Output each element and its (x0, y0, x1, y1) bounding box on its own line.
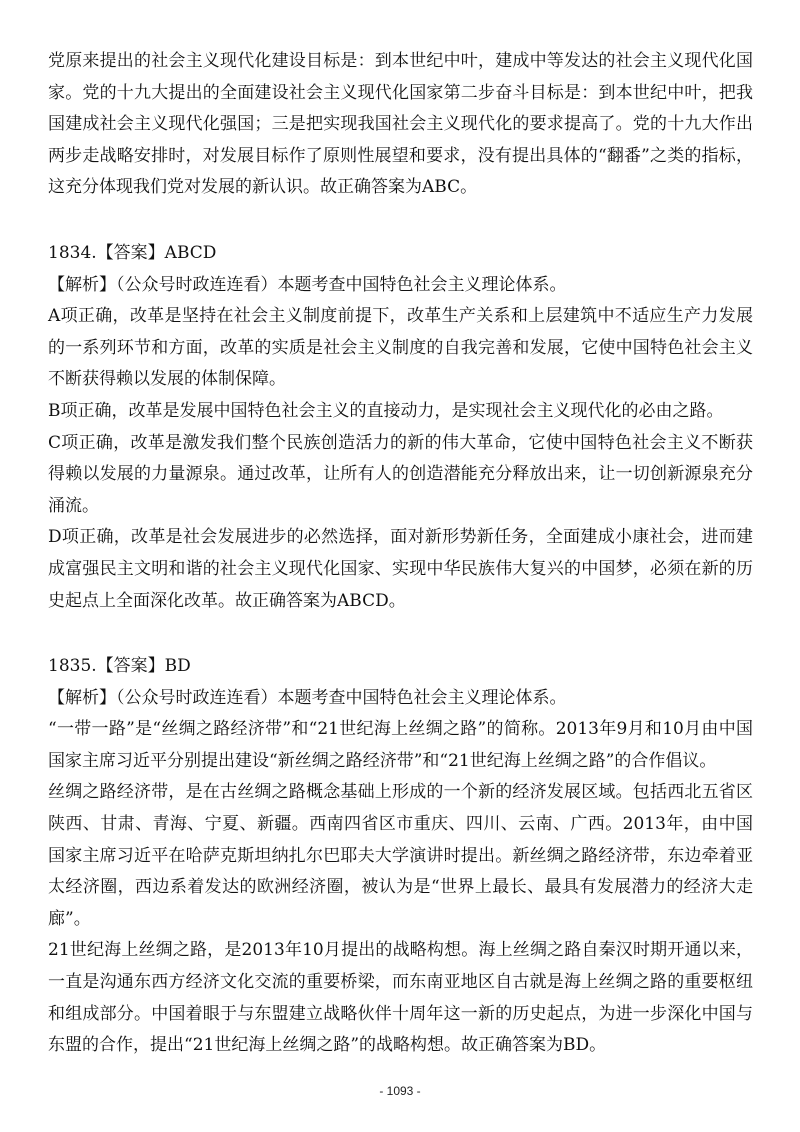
silk-road-economic-belt: 丝绸之路经济带，是在古丝绸之路概念基础上形成的一个新的经济发展区域。包括西北五省区陕西、甘肃、青海、宁夏、新疆。西南四省区市重庆、四川、云南、广西。2013年，由中国国家主席习近平在哈萨克斯坦纳扎尔巴耶夫大学演讲时提出。新丝绸之路经济带，东边牵着亚太经济圈，西边系着发达的欧洲经济圈，被认为是“世界上最长、最具有发展潜力的经济大走廊”。 (48, 782, 753, 929)
option-c-explanation: C项正确，改革是激发我们整个民族创造活力的新的伟大革命，它使中国特色社会主义不断获得赖以发展的力量源泉。通过改革，让所有人的创造潜能充分释放出来，让一切创新源泉充分涌流。 (48, 432, 753, 516)
intro-paragraph: 党原来提出的社会主义现代化建设目标是：到本世纪中叶，建成中等发达的社会主义现代化国家。党的十九大提出的全面建设社会主义现代化国家第二步奋斗目标是：到本世纪中叶，把我国建成社会主义现代化强国；三是把实现我国社会主义现代化的要求提高了。党的十九大作出两步走战略安排时，对发展目标作了原则性展望和要求，没有提出具体的“翻番”之类的指标，这充分体现我们党对发展的新认识。故正确答案为ABC。 (48, 51, 753, 198)
option-a-explanation: A项正确，改革是坚持在社会主义制度前提下，改革生产关系和上层建筑中不适应生产力发展的一系列环节和方面，改革的实质是社会主义制度的自我完善和发展，它使中国特色社会主义不断获得赖以发展的体制保障。 (48, 306, 753, 390)
analysis-line-1834: 【解析】（公众号时政连连看）本题考查中国特色社会主义理论体系。 (48, 274, 567, 295)
section-spacer (48, 204, 753, 238)
page-content (48, 46, 753, 1062)
page-number: - 1093 - (379, 1084, 421, 1098)
answer-header-1834: 1834.【答案】ABCD (48, 242, 217, 263)
question-1834 (48, 238, 753, 617)
maritime-silk-road: 21世纪海上丝绸之路，是2013年10月提出的战略构想。海上丝绸之路自秦汉时期开通以来，一直是沟通东西方经济文化交流的重要桥梁，而东南亚地区自古就是海上丝绸之路的重要枢纽和组成部分。中国着眼于与东盟建立战略伙伴十周年这一新的历史起点，为进一步深化中国与东盟的合作，提出“21世纪海上丝绸之路”的战略构想。故正确答案为BD。 (48, 940, 753, 1056)
option-d-explanation: D项正确，改革是社会发展进步的必然选择，面对新形势新任务，全面建成小康社会，进而建成富强民主文明和谐的社会主义现代化国家、实现中华民族伟大复兴的中国梦，必须在新的历史起点上全面深化改革。故正确答案为ABCD。 (48, 527, 753, 611)
question-1835 (48, 651, 753, 1062)
analysis-line-1835: 【解析】（公众号时政连连看）本题考查中国特色社会主义理论体系。 (48, 687, 567, 708)
option-b-explanation: B项正确，改革是发展中国特色社会主义的直接动力，是实现社会主义现代化的必由之路。 (48, 400, 724, 421)
section-spacer (48, 617, 753, 651)
answer-header-1835: 1835.【答案】BD (48, 656, 191, 677)
belt-road-definition: “一带一路”是“丝绸之路经济带”和“21世纪海上丝绸之路”的简称。2013年9月和10月由中国国家主席习近平分别提出建设“新丝绸之路经济带”和“21世纪海上丝绸之路”的合作倡议。 (48, 719, 753, 771)
